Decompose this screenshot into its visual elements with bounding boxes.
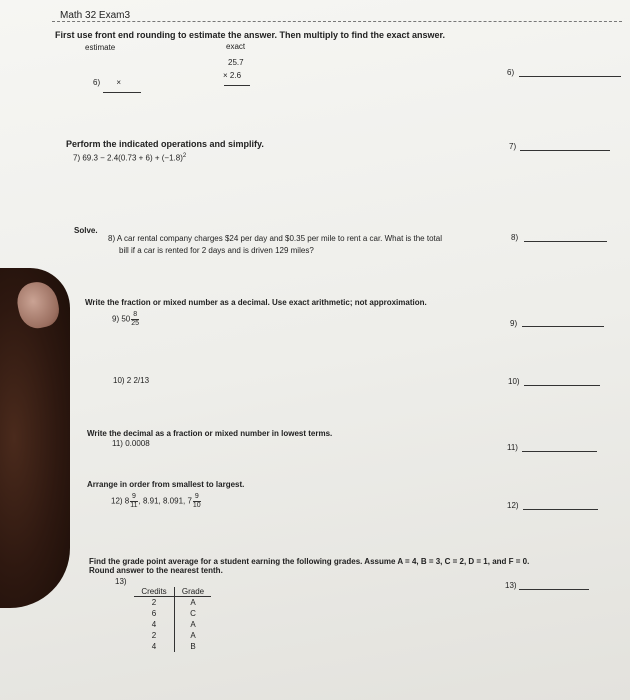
q6-exact-heading: exact — [226, 42, 246, 51]
q6-answer-blank[interactable] — [519, 76, 621, 77]
q8-text-line2: bill if a car is rented for 2 days and is driven 129 miles? — [119, 246, 314, 255]
q9-answer-blank[interactable] — [522, 326, 604, 327]
q7-label: 7) — [73, 153, 81, 163]
q8-instruction: Solve. — [74, 226, 98, 235]
grade-cell: C — [190, 609, 196, 618]
grades-table-header — [134, 587, 211, 597]
q12-a-numerator: 9 — [131, 493, 136, 500]
header-grade: Grade — [175, 587, 212, 597]
q7-exponent: 2 — [182, 153, 187, 159]
q10-label: 10) — [113, 376, 125, 385]
q6-instruction: First use front end rounding to estimate the answer. Then multiply to find the exact answer. — [55, 30, 446, 40]
table-row — [134, 619, 211, 630]
q8-label: 8) — [108, 234, 116, 243]
q10-answer-blank[interactable] — [524, 385, 600, 386]
q9-numerator: 8 — [133, 311, 138, 318]
q13-instruction-line2: Round answer to the nearest tenth. — [89, 566, 223, 575]
q11-label: 11) — [112, 439, 123, 448]
exam-title: Math 32 Exam3 — [60, 10, 131, 21]
q9-expression — [112, 311, 140, 328]
q9-answer-label: 9) — [510, 319, 518, 328]
credits-cell: 4 — [134, 641, 175, 652]
q11-expr: 0.0008 — [125, 439, 150, 448]
q12-a-denominator: 11 — [130, 502, 138, 509]
q12-fraction-a — [130, 493, 137, 510]
q9-label: 9) — [112, 314, 120, 324]
header-divider — [52, 21, 622, 22]
table-row — [134, 641, 211, 652]
q12-fraction-b — [193, 493, 201, 510]
q9-denominator: 25 — [131, 320, 140, 327]
q8-answer-label: 8) — [511, 233, 519, 242]
q7-expr: 69.3 − 2.4(0.73 + 6) + (−1.8) — [82, 153, 183, 163]
q8-text-line1 — [108, 234, 442, 243]
q13-answer-blank[interactable] — [519, 589, 589, 590]
q12-answer-label: 12) — [507, 501, 519, 510]
q11-instruction: Write the decimal as a fraction or mixed number in lowest terms. — [87, 429, 333, 438]
q12-label: 12) — [111, 496, 123, 506]
grade-cell: A — [190, 598, 196, 607]
q9-fraction — [131, 311, 139, 328]
q10-expr: 2 2/13 — [126, 376, 150, 385]
credits-cell: 2 — [134, 630, 175, 641]
header-credits: Credits — [134, 587, 175, 597]
q10-expression — [113, 376, 149, 385]
q7-answer-blank[interactable] — [520, 150, 610, 151]
table-row — [134, 630, 211, 641]
q6-answer-label: 6) — [507, 68, 515, 77]
q6-number-2: × 2.6 — [223, 71, 242, 80]
q12-instruction: Arrange in order from smallest to largest. — [87, 480, 245, 489]
q6-number-1: 25.7 — [228, 58, 244, 67]
q11-answer-blank[interactable] — [522, 451, 597, 452]
q6-estimate-blank[interactable] — [103, 92, 141, 93]
grade-cell: A — [190, 631, 196, 640]
q12-answer-blank[interactable] — [523, 509, 598, 510]
q11-expression — [112, 439, 150, 448]
credits-cell: 6 — [134, 608, 175, 619]
q8-text-1: A car rental company charges $24 per day and $0.35 per mile to rent a car. What is the total — [116, 234, 442, 243]
q6-times-sign: × — [116, 78, 122, 87]
grades-table — [134, 587, 211, 652]
q6-exact-underline — [224, 85, 250, 86]
table-row — [134, 597, 211, 609]
q12-middle: , 8.91, 8.091, 7 — [138, 496, 192, 506]
q11-answer-label: 11) — [507, 443, 518, 452]
credits-cell: 2 — [134, 597, 175, 609]
table-row — [134, 608, 211, 619]
q6-label — [93, 78, 121, 87]
q13-instruction-line1: Find the grade point average for a student earning the following grades. Assume A = 4, B = 3, C = 2, D = 1, and F = 0. — [89, 557, 530, 566]
credits-cell: 4 — [134, 619, 175, 630]
grade-cell: A — [190, 620, 196, 629]
q13-label: 13) — [115, 577, 127, 586]
q7-answer-label: 7) — [509, 142, 517, 151]
q12-b-numerator: 9 — [194, 493, 199, 500]
q7-instruction: Perform the indicated operations and simplify. — [66, 139, 264, 149]
q9-instruction: Write the fraction or mixed number as a decimal. Use exact arithmetic; not approximation. — [85, 298, 427, 307]
q12-a-whole: 8 — [124, 496, 130, 506]
q7-expression — [73, 153, 186, 163]
q9-whole: 50 — [121, 314, 131, 324]
q12-expression — [111, 493, 202, 510]
q6-estimate-heading: estimate — [85, 43, 116, 52]
q8-answer-blank[interactable] — [524, 241, 607, 242]
q12-b-denominator: 10 — [192, 502, 201, 509]
q6-label-text: 6) — [93, 78, 101, 87]
q13-answer-label: 13) — [505, 581, 517, 590]
q10-answer-label: 10) — [508, 377, 520, 386]
grade-cell: B — [190, 642, 196, 651]
